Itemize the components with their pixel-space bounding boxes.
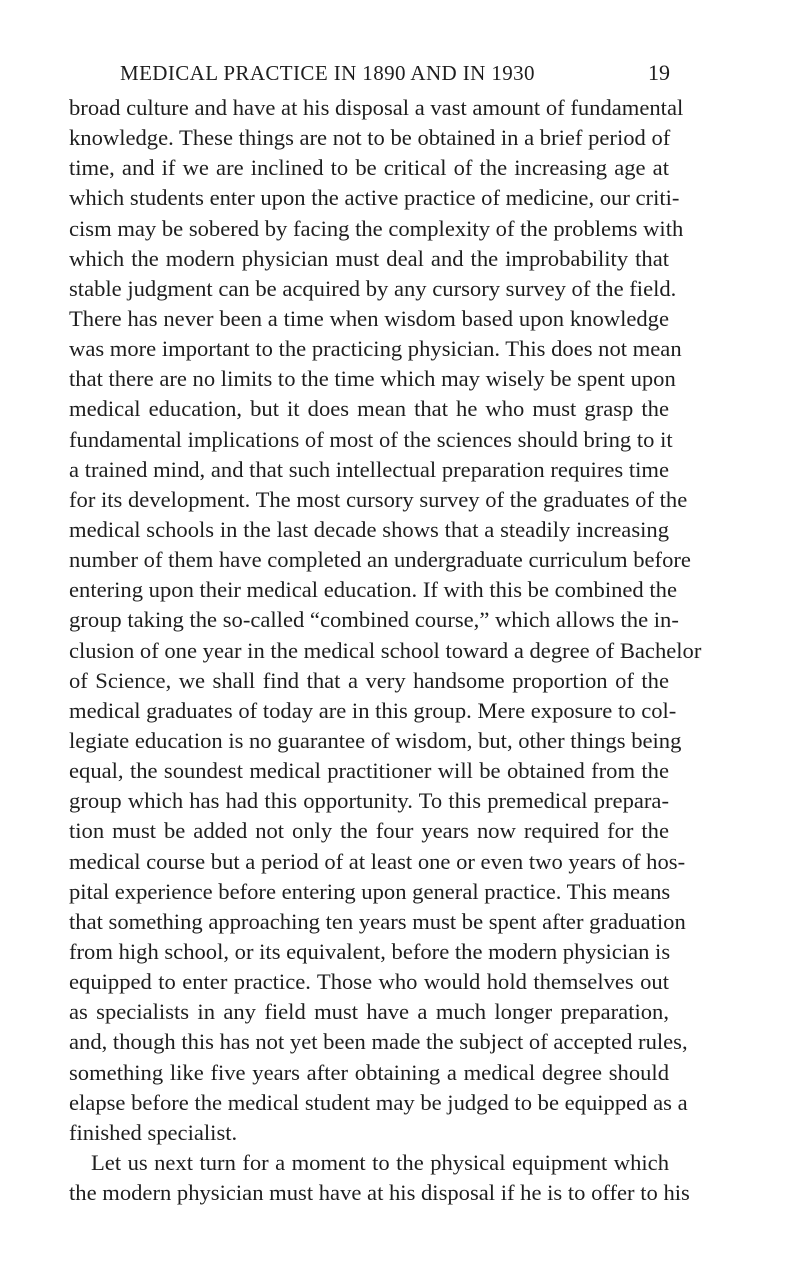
text-line: medical graduates of today are in this group. Mere exposure to col- xyxy=(69,697,677,723)
body-text xyxy=(69,93,702,1208)
running-title: MEDICAL PRACTICE IN 1890 AND IN 1930 xyxy=(120,61,535,85)
text-line: clusion of one year in the medical school toward a degree of Bachelor xyxy=(69,637,702,663)
text-line: Let us next turn for a moment to the physical equipment which xyxy=(91,1149,669,1175)
text-line: from high school, or its equivalent, before the modern physician is xyxy=(69,938,671,964)
text-line: time, and if we are inclined to be critical of the increasing age at xyxy=(69,155,669,181)
text-line: which students enter upon the active practice of medicine, our criti- xyxy=(69,185,680,211)
text-line: the modern physician must have at his disposal if he is to offer to his xyxy=(69,1180,690,1206)
text-line: that something approaching ten years must be spent after graduation xyxy=(69,908,686,934)
text-line: a trained mind, and that such intellectual preparation requires time xyxy=(69,456,669,482)
text-line: cism may be sobered by facing the complexity of the problems with xyxy=(69,215,684,241)
running-head xyxy=(120,56,670,90)
text-line: fundamental implications of most of the sciences should bring to it xyxy=(69,426,673,452)
text-line: legiate education is no guarantee of wisdom, but, other things being xyxy=(69,727,682,753)
text-line: entering upon their medical education. If with this be combined the xyxy=(69,577,677,603)
text-line: finished specialist. xyxy=(69,1119,238,1145)
text-line: tion must be added not only the four years now required for the xyxy=(69,818,669,844)
page-number: 19 xyxy=(648,60,670,85)
text-line: and, though this has not yet been made the subject of accepted rules, xyxy=(69,1029,688,1055)
text-line: stable judgment can be acquired by any cursory survey of the field. xyxy=(69,275,677,301)
text-line: medical course but a period of at least one or even two years of hos- xyxy=(69,848,686,874)
text-line: medical education, but it does mean that he who must grasp the xyxy=(69,396,669,422)
text-line: group which has had this opportunity. To this premedical prepara- xyxy=(69,788,669,814)
text-line: elapse before the medical student may be judged to be equipped as a xyxy=(69,1089,688,1115)
text-line: broad culture and have at his disposal a vast amount of fundamental xyxy=(69,95,684,120)
text-line: pital experience before entering upon general practice. This means xyxy=(69,878,671,904)
text-line: number of them have completed an undergraduate curriculum before xyxy=(69,547,691,573)
text-line: medical schools in the last decade shows that a steadily increasing xyxy=(69,516,669,542)
text-line: something like five years after obtaining a medical degree should xyxy=(69,1059,669,1085)
text-line: which the modern physician must deal and the improbability that xyxy=(69,245,669,271)
text-line: was more important to the practicing physician. This does not mean xyxy=(69,336,682,362)
paragraph xyxy=(69,1148,690,1208)
text-line: equipped to enter practice. Those who would hold themselves out xyxy=(69,969,669,995)
text-line: of Science, we shall find that a very handsome proportion of the xyxy=(69,667,669,693)
text-line: equal, the soundest medical practitioner will be obtained from the xyxy=(69,758,669,784)
text-line: that there are no limits to the time which may wisely be spent upon xyxy=(69,366,676,392)
paragraph xyxy=(69,93,702,1148)
text-line: as specialists in any field must have a much longer preparation, xyxy=(69,999,669,1025)
text-line: knowledge. These things are not to be obtained in a brief period of xyxy=(69,125,671,151)
text-line: There has never been a time when wisdom based upon knowledge xyxy=(69,305,669,331)
text-line: for its development. The most cursory survey of the graduates of the xyxy=(69,486,688,512)
text-line: group taking the so-called “combined course,” which allows the in- xyxy=(69,607,679,633)
